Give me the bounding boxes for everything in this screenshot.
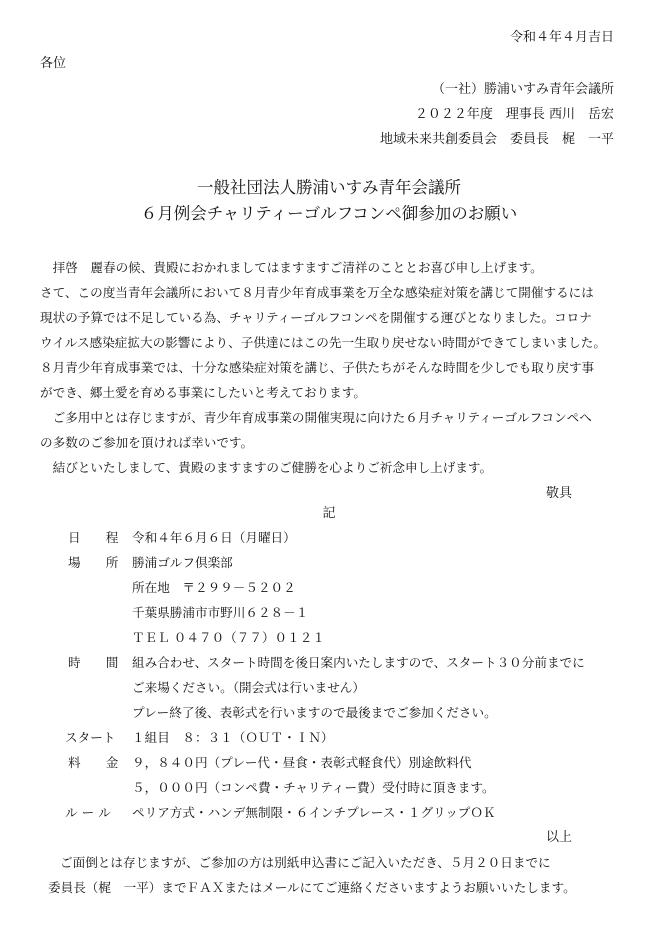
recipient: 各位: [40, 56, 67, 71]
sender-organization: （一社）勝浦いすみ青年会議所: [431, 82, 614, 97]
rule-label: ル ー ル: [65, 805, 111, 820]
fee-label: 料 金: [68, 755, 119, 770]
body-line: の多数のご参加を頂ければ幸いです。: [40, 435, 254, 450]
place-value: 勝浦ゴルフ倶楽部: [132, 555, 233, 570]
closing-ijou: 以上: [545, 830, 572, 845]
footer-note-line: ご面倒とは存じますが、ご参加の方は別紙申込書にご記入いただき、５月２０日までに: [60, 855, 551, 870]
title-event: ６月例会チャリティーゴルフコンペ御参加のお願い: [140, 204, 518, 223]
time-line: プレー終了後、表彰式を行いますので最後までご参加ください。: [132, 705, 497, 720]
sender-president: ２０２２年度 理事長 西川 岳宏: [414, 107, 614, 122]
fee-line: ９，８４０円（プレー代・昼食・表彰式軽食代）別途飲料代: [132, 755, 472, 770]
letter-date: 令和４年４月吉日: [509, 30, 614, 45]
date-label: 日 程: [68, 530, 119, 545]
footer-note-line: 委員長（梶 一平）までＦＡＸまたはメールにてご連絡くださいますようお願いいたします。: [48, 880, 576, 895]
body-line: ご多用中とは存じますが、青少年育成事業の開催実現に向けた６月チャリティーゴルフコンペへ: [40, 410, 592, 425]
start-value: １組目 ８：３１（ＯＵＴ・ＩＮ）: [132, 730, 334, 745]
body-line: さて、この度当青年会議所において８月青少年育成事業を万全な感染症対策を講じて開催するには: [40, 285, 594, 300]
place-label: 場 所: [68, 555, 119, 570]
address-line: 所在地 〒２９９－５２０２: [132, 580, 296, 595]
body-line: 拝啓 麗春の候、貴殿におかれましてはますますご清祥のこととお喜び申し上げます。: [40, 260, 543, 275]
date-value: 令和４年６月６日（月曜日）: [132, 530, 296, 545]
title-organization: 一般社団法人勝浦いすみ青年会議所: [197, 178, 461, 197]
time-line: 組み合わせ、スタート時間を後日案内いたしますので、スタート３０分前までに: [132, 655, 585, 670]
telephone: ＴＥＬ ０４７０（７７）０１２１: [132, 630, 325, 645]
time-label: 時 間: [68, 655, 119, 670]
closing-keigu: 敬具: [545, 486, 572, 501]
fee-line: ５，０００円（コンペ費・チャリティー費）受付時に頂きます。: [132, 780, 495, 795]
address-line: 千葉県勝浦市市野川６２８－１: [132, 605, 309, 620]
ki-heading: 記: [322, 506, 336, 521]
time-line: ご来場ください。（開会式は行いません）: [132, 680, 365, 695]
body-line: 現状の予算では不足している為、チャリティーゴルフコンペを開催する運びとなりました。コロナ: [40, 310, 592, 325]
body-line: ウイルス感染症拡大の影響により、子供達にはこの先一生取り戻せない時間ができてしまいました。: [40, 335, 606, 350]
rule-value: ペリア方式・ハンデ無制限・６インチプレース・１グリップＯＫ: [132, 805, 496, 820]
sender-committee: 地域未来共創委員会 委員長 梶 一平: [379, 132, 614, 147]
start-label: スタート: [65, 730, 116, 745]
body-line: 結びといたしまして、貴殿のますますのご健勝を心よりご祈念申し上げます。: [40, 460, 493, 475]
body-line: ８月青少年育成事業では、十分な感染症対策を講じ、子供たちがそんな時間を少しでも取り戻す事: [40, 360, 595, 375]
body-line: ができ、郷土愛を育める事業にしたいと考えております。: [40, 385, 366, 400]
